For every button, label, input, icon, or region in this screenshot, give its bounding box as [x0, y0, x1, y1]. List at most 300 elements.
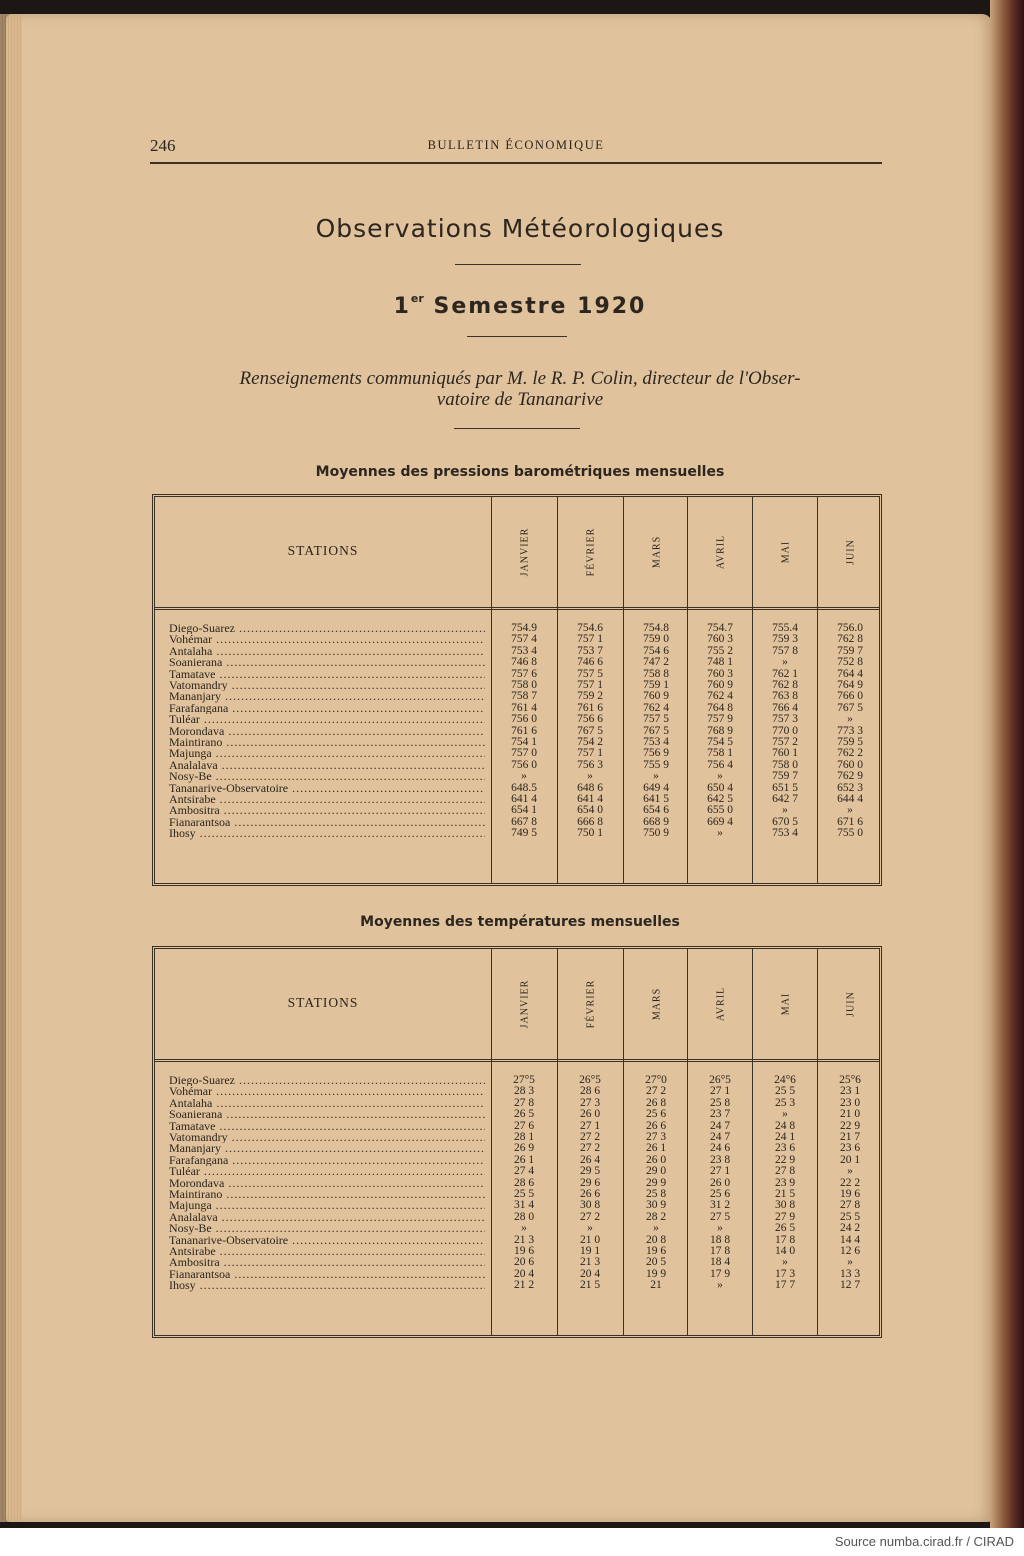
temperature-value-cell: 22 9	[774, 1153, 796, 1166]
pressure-value-cell: 762 4	[707, 690, 733, 703]
temperature-value-cell: 23 6	[774, 1142, 796, 1155]
pressure-value-cell: 754.6	[577, 622, 603, 634]
temperature-station-name: Fianarantsoa .....	[169, 1269, 485, 1280]
pressure-value-cell: 767 5	[837, 701, 863, 714]
pressure-value-cell: 759 7	[837, 644, 863, 657]
pressure-value-cell: 641 4	[577, 793, 603, 805]
pressure-value-cell: 757 5	[577, 667, 603, 680]
pressure-value-cell: 757 9	[707, 713, 733, 726]
pressure-value-cell: 762 9	[837, 770, 863, 783]
pressure-month-label: AVRIL	[715, 534, 727, 570]
pressure-value-cell: 755 0	[837, 827, 863, 840]
pressure-value-cell: 754 1	[511, 736, 537, 748]
temperature-value-cell: 18 8	[709, 1233, 731, 1246]
temperature-station-name: Tuléar .....	[169, 1166, 485, 1177]
table-row	[155, 760, 879, 771]
temperature-value-cell: 25 6	[645, 1108, 667, 1121]
temperature-value-cell: 23 6	[839, 1142, 861, 1155]
temperature-value-cell: 24 7	[709, 1119, 731, 1132]
temperature-value-cell: 25 5	[513, 1188, 535, 1200]
pressure-value-cell: 757 1	[577, 633, 603, 646]
pressure-value-cell: 762 8	[837, 633, 863, 646]
temperature-value-cell: 19 1	[579, 1245, 601, 1257]
temperature-month-label: JANVIER	[519, 979, 531, 1029]
pressure-value-cell: 764 4	[837, 667, 863, 680]
temperature-value-cell: 21 7	[839, 1131, 861, 1143]
pressure-value-cell: 758 0	[511, 679, 537, 691]
temperature-month-header	[752, 949, 819, 1059]
pressure-value-cell: 760 3	[707, 633, 733, 646]
temperature-value-cell: 27 3	[579, 1096, 601, 1109]
temperature-value-cell: 29 9	[645, 1176, 667, 1189]
intro-text	[150, 368, 890, 410]
temperature-value-cell: 21 5	[774, 1188, 796, 1200]
pressure-month-header	[817, 497, 884, 607]
pressure-table	[152, 494, 882, 886]
pressure-station-name: Tuléar .....	[169, 714, 485, 725]
temperature-value-cell: 20 8	[645, 1233, 667, 1246]
pressure-station-name: Nosy-Be .....	[169, 771, 485, 782]
pressure-station-name: Tamatave .....	[169, 669, 485, 680]
pressure-value-cell: 757 1	[577, 747, 603, 760]
pressure-value-cell: 757 6	[511, 667, 537, 680]
semester-rule	[467, 336, 567, 337]
pressure-value-cell: 759 7	[772, 770, 798, 783]
temperature-value-cell: 21 0	[839, 1108, 861, 1121]
pressure-value-cell: 758 1	[707, 747, 733, 760]
temperature-value-cell: 17 8	[774, 1233, 796, 1246]
temperature-value-cell: 25 5	[774, 1085, 796, 1098]
pressure-value-cell: 648.5	[511, 781, 537, 794]
temperature-value-cell: 23 1	[839, 1085, 861, 1098]
pressure-value-cell: 654 6	[643, 804, 669, 817]
pressure-value-cell: 761 4	[511, 701, 537, 714]
pressure-value-cell: 652 3	[837, 781, 863, 794]
pressure-value-cell: 756 3	[577, 758, 603, 771]
pressure-value-cell: 750 9	[643, 827, 669, 840]
temperature-value-cell: 21 3	[579, 1256, 601, 1269]
temperature-value-cell: 17 9	[709, 1267, 731, 1280]
pressure-value-cell: »	[587, 770, 593, 783]
temperature-value-cell: 26 9	[513, 1142, 535, 1155]
pressure-month-header	[491, 497, 558, 607]
pressure-value-cell: 767 5	[643, 724, 669, 737]
pressure-value-cell: 760 0	[837, 758, 863, 771]
temperature-station-name: Diego-Suarez .....	[169, 1075, 485, 1086]
temperature-month-header	[687, 949, 754, 1059]
temperature-value-cell: 23 0	[839, 1096, 861, 1109]
pressure-value-cell: 761 6	[577, 701, 603, 714]
pressure-month-label: FÉVRIER	[585, 527, 597, 577]
pressure-month-label: MAI	[780, 540, 792, 564]
temperature-value-cell: 27 2	[645, 1085, 667, 1098]
pressure-value-cell: »	[717, 770, 723, 783]
source-credit: Source numba.cirad.fr / CIRAD	[834, 1534, 1014, 1549]
pressure-value-cell: 648 6	[577, 781, 603, 794]
pressure-value-cell: 762 2	[837, 747, 863, 760]
pressure-value-cell: 757 4	[511, 633, 537, 646]
pressure-value-cell: 756.0	[837, 622, 863, 634]
temperature-table-title: Moyennes des températures mensuelles	[360, 914, 680, 930]
temperature-value-cell: 24 1	[774, 1131, 796, 1143]
temperature-station-name: Analalava .....	[169, 1212, 485, 1223]
pressure-value-cell: 753 4	[643, 736, 669, 748]
table-row	[155, 771, 879, 782]
temperature-value-cell: 27 8	[839, 1199, 861, 1212]
temperature-value-cell: 27 3	[645, 1131, 667, 1143]
pressure-month-header	[752, 497, 819, 607]
temperature-month-header	[817, 949, 884, 1059]
temperature-value-cell: 24°6	[774, 1074, 796, 1086]
intro-line-2: vatoire de Tananarive	[436, 389, 604, 410]
temperature-value-cell: 23 8	[709, 1153, 731, 1166]
pressure-value-cell: 757 8	[772, 644, 798, 657]
temperature-value-cell: 20 6	[513, 1256, 535, 1269]
pressure-value-cell: 762 1	[772, 667, 798, 680]
temperature-value-cell: 21 5	[579, 1279, 601, 1292]
pressure-station-name: Farafangana .....	[169, 703, 485, 714]
pressure-station-name: Majunga .....	[169, 748, 485, 759]
pressure-value-cell: 750 1	[577, 827, 603, 840]
running-head	[150, 134, 882, 164]
pressure-month-header	[557, 497, 624, 607]
temperature-value-cell: 26 8	[645, 1096, 667, 1109]
temperature-value-cell: 13 3	[839, 1267, 861, 1280]
pressure-value-cell: 757 3	[772, 713, 798, 726]
semester-heading	[150, 294, 890, 319]
pressure-value-cell: 749 5	[511, 827, 537, 840]
temperature-value-cell: 20 5	[645, 1256, 667, 1269]
pressure-value-cell: 754.7	[707, 622, 733, 634]
temperature-station-name: Farafangana .....	[169, 1155, 485, 1166]
temperature-value-cell: 17 3	[774, 1267, 796, 1280]
temperature-value-cell: 23 7	[709, 1108, 731, 1121]
table-row	[155, 828, 879, 839]
pressure-value-cell: 756 9	[643, 747, 669, 760]
table-row	[155, 714, 879, 725]
temperature-value-cell: 28 3	[513, 1085, 535, 1098]
temperature-value-cell: 29 0	[645, 1165, 667, 1178]
temperature-value-cell: 12 6	[839, 1245, 861, 1257]
temperature-value-cell: 26 6	[579, 1188, 601, 1200]
pressure-station-name: Mananjary .....	[169, 691, 485, 702]
pressure-table-title: Moyennes des pressions barométriques mensuelles	[315, 464, 725, 480]
temperature-month-label: MARS	[651, 987, 663, 1021]
pressure-station-name: Vohémar .....	[169, 634, 485, 645]
temperature-value-cell: 21 2	[513, 1279, 535, 1292]
pressure-value-cell: 762 8	[772, 679, 798, 691]
pressure-stations-header: STATIONS	[287, 543, 359, 558]
temperature-value-cell: 28 0	[513, 1210, 535, 1223]
temperature-station-name: Ambositra .....	[169, 1257, 485, 1268]
temperature-value-cell: »	[717, 1222, 723, 1235]
pressure-value-cell: 758 8	[643, 667, 669, 680]
pressure-value-cell: 760 3	[707, 667, 733, 680]
pressure-value-cell: 651 5	[772, 781, 798, 794]
temperature-month-label: AVRIL	[715, 986, 727, 1022]
pressure-value-cell: 641 5	[643, 793, 669, 805]
pressure-station-name: Analalava .....	[169, 760, 485, 771]
temperature-month-label: FÉVRIER	[585, 979, 597, 1029]
page-number: 246	[150, 136, 176, 155]
temperature-value-cell: 25°6	[839, 1074, 861, 1086]
temperature-value-cell: »	[521, 1222, 527, 1235]
pressure-value-cell: 655 0	[707, 804, 733, 817]
pressure-value-cell: »	[847, 804, 853, 817]
temperature-station-name: Mananjary .....	[169, 1143, 485, 1154]
pressure-value-cell: 757 2	[772, 736, 798, 748]
table-row	[155, 1280, 879, 1291]
temperature-value-cell: 27 4	[513, 1165, 535, 1178]
temperature-value-cell: 26 6	[645, 1119, 667, 1132]
pressure-value-cell: 755 9	[643, 758, 669, 771]
pressure-station-name: Morondava .....	[169, 726, 485, 737]
pressure-value-cell: 762 4	[643, 701, 669, 714]
temperature-value-cell: 19 6	[645, 1245, 667, 1257]
pressure-value-cell: 654 1	[511, 804, 537, 817]
pressure-value-cell: 668 9	[643, 815, 669, 828]
pressure-value-cell: 770 0	[772, 724, 798, 737]
temperature-value-cell: »	[587, 1222, 593, 1235]
pressure-value-cell: »	[782, 656, 788, 669]
pressure-station-name: Soanierana .....	[169, 657, 485, 668]
temperature-month-label: JUIN	[845, 991, 857, 1017]
pressure-value-cell: 754.9	[511, 622, 537, 634]
semester-label: Semestre 1920	[433, 294, 647, 319]
temperature-value-cell: 26 0	[579, 1108, 601, 1121]
temperature-station-name: Morondava .....	[169, 1178, 485, 1189]
pressure-station-name: Antsirabe .....	[169, 794, 485, 805]
pressure-station-name: Diego-Suarez .....	[169, 623, 485, 634]
pressure-value-cell: 753 4	[511, 644, 537, 657]
pressure-value-cell: 760 9	[643, 690, 669, 703]
temperature-value-cell: 26°5	[579, 1074, 601, 1086]
temperature-value-cell: 20 4	[579, 1267, 601, 1280]
pressure-value-cell: »	[782, 804, 788, 817]
pressure-value-cell: 759 2	[577, 690, 603, 703]
pressure-value-cell: 650 4	[707, 781, 733, 794]
running-title: BULLETIN ÉCONOMIQUE	[427, 138, 605, 152]
pressure-value-cell: 754 2	[577, 736, 603, 748]
intro-rule	[454, 428, 580, 429]
temperature-value-cell: 29 5	[579, 1165, 601, 1178]
pressure-value-cell: »	[847, 713, 853, 726]
pressure-value-cell: 757 0	[511, 747, 537, 760]
temperature-value-cell: 18 4	[709, 1256, 731, 1269]
pressure-value-cell: 753 7	[577, 644, 603, 657]
temperature-value-cell: 25 6	[709, 1188, 731, 1200]
book-spine	[990, 0, 1024, 1528]
temperature-value-cell: »	[717, 1279, 723, 1292]
temperature-value-cell: 19 9	[645, 1267, 667, 1280]
pressure-value-cell: 756 0	[511, 713, 537, 726]
temperature-value-cell: 26 5	[774, 1222, 796, 1235]
temperature-value-cell: 24 6	[709, 1142, 731, 1155]
table-row	[155, 1109, 879, 1120]
temperature-value-cell: 26 0	[709, 1176, 731, 1189]
temperature-value-cell: 14 0	[774, 1245, 796, 1257]
pressure-value-cell: 766 4	[772, 701, 798, 714]
intro-line-1: Renseignements communiqués par M. le R. P. Colin, directeur de l'Obser-	[239, 368, 801, 389]
temperature-value-cell: 19 6	[839, 1188, 861, 1200]
temperature-value-cell: 22 2	[839, 1176, 861, 1189]
temperature-value-cell: 27 9	[774, 1210, 796, 1223]
temperature-value-cell: 27 2	[579, 1131, 601, 1143]
pressure-value-cell: 756 4	[707, 758, 733, 771]
temperature-value-cell: 21	[650, 1279, 662, 1292]
temperature-value-cell: 28 2	[645, 1210, 667, 1223]
temperature-value-cell: 26°5	[709, 1074, 731, 1086]
temperature-value-cell: 31 2	[709, 1199, 731, 1212]
temperature-month-header	[491, 949, 558, 1059]
pressure-value-cell: 748 1	[707, 656, 733, 669]
temperature-value-cell: »	[847, 1256, 853, 1269]
temperature-value-cell: 20 4	[513, 1267, 535, 1280]
pressure-value-cell: 759 1	[643, 679, 669, 691]
temperature-value-cell: 28 6	[513, 1176, 535, 1189]
pressure-value-cell: 758 7	[511, 690, 537, 703]
pressure-value-cell: 644 4	[837, 793, 863, 805]
pressure-value-cell: 763 8	[772, 690, 798, 703]
temperature-value-cell: 26 0	[645, 1153, 667, 1166]
pressure-value-cell: 669 4	[707, 815, 733, 828]
pressure-station-name: Fianarantsoa .....	[169, 817, 485, 828]
temperature-month-label: MAI	[780, 992, 792, 1016]
semester-ordinal: 1	[393, 294, 411, 319]
pressure-value-cell: 760 9	[707, 679, 733, 691]
pressure-month-label: JANVIER	[519, 527, 531, 577]
pressure-value-cell: 670 5	[772, 815, 798, 828]
pressure-value-cell: 746 8	[511, 656, 537, 669]
pressure-value-cell: 764 9	[837, 679, 863, 691]
temperature-stations-header: STATIONS	[287, 995, 359, 1010]
temperature-value-cell: 29 6	[579, 1176, 601, 1189]
pressure-value-cell: 671 6	[837, 815, 863, 828]
pressure-value-cell: 649 4	[643, 781, 669, 794]
temperature-value-cell: 22 9	[839, 1119, 861, 1132]
temperature-station-name: Tamatave .....	[169, 1121, 485, 1132]
pressure-month-label: MARS	[651, 535, 663, 569]
temperature-value-cell: 24 8	[774, 1119, 796, 1132]
pressure-value-cell: 746 6	[577, 656, 603, 669]
pressure-value-cell: 773 3	[837, 724, 863, 737]
temperature-station-name: Soanierana .....	[169, 1109, 485, 1120]
title-rule	[455, 264, 581, 265]
temperature-value-cell: 20 1	[839, 1153, 861, 1166]
pressure-station-name: Antalaha .....	[169, 646, 485, 657]
pressure-value-cell: 755.4	[772, 622, 798, 634]
temperature-month-header	[557, 949, 624, 1059]
temperature-value-cell: 25 5	[839, 1210, 861, 1223]
temperature-value-cell: 27°0	[645, 1074, 667, 1086]
pressure-value-cell: 766 0	[837, 690, 863, 703]
temperature-station-name: Vatomandry .....	[169, 1132, 485, 1143]
temperature-value-cell: 26 1	[513, 1153, 535, 1166]
pressure-value-cell: 768 9	[707, 724, 733, 737]
pressure-station-name: Ihosy .....	[169, 828, 485, 839]
temperature-value-cell: 25 8	[645, 1188, 667, 1200]
temperature-station-name: Ihosy .....	[169, 1280, 485, 1291]
pressure-value-cell: 666 8	[577, 815, 603, 828]
pressure-value-cell: 754 5	[707, 736, 733, 748]
temperature-value-cell: 21 3	[513, 1233, 535, 1246]
table-row	[155, 1166, 879, 1177]
page-title: Observations Météorologiques	[315, 214, 725, 243]
pressure-value-cell: 747 2	[643, 656, 669, 669]
table-row	[155, 1212, 879, 1223]
page-edges	[0, 14, 22, 1522]
pressure-value-cell: 757 5	[643, 713, 669, 726]
pressure-value-cell: »	[717, 827, 723, 840]
temperature-value-cell: 12 7	[839, 1279, 861, 1292]
temperature-value-cell: 27 5	[709, 1210, 731, 1223]
pressure-value-cell: 760 1	[772, 747, 798, 760]
temperature-station-name: Antalaha .....	[169, 1098, 485, 1109]
pressure-value-cell: 755 2	[707, 644, 733, 657]
temperature-value-cell: 14 4	[839, 1233, 861, 1246]
temperature-value-cell: 26 1	[645, 1142, 667, 1155]
pressure-value-cell: 764 8	[707, 701, 733, 714]
pressure-station-name: Maintirano .....	[169, 737, 485, 748]
temperature-value-cell: 25 3	[774, 1096, 796, 1109]
table-row	[155, 1223, 879, 1234]
temperature-value-cell: 24 7	[709, 1131, 731, 1143]
temperature-month-header	[623, 949, 690, 1059]
temperature-value-cell: 24 2	[839, 1222, 861, 1235]
pressure-station-name: Tananarive-Observatoire .....	[169, 783, 485, 794]
pressure-value-cell: 759 3	[772, 633, 798, 646]
temperature-value-cell: 25 8	[709, 1096, 731, 1109]
temperature-value-cell: 28 1	[513, 1131, 535, 1143]
temperature-value-cell: 27 8	[513, 1096, 535, 1109]
temperature-value-cell: 27 1	[709, 1085, 731, 1098]
pressure-value-cell: 757 1	[577, 679, 603, 691]
temperature-value-cell: 27 2	[579, 1210, 601, 1223]
pressure-value-cell: 761 6	[511, 724, 537, 737]
pressure-value-cell: »	[653, 770, 659, 783]
pressure-value-cell: 759 0	[643, 633, 669, 646]
temperature-value-cell: 27 2	[579, 1142, 601, 1155]
pressure-month-header	[687, 497, 754, 607]
temperature-value-cell: 26 5	[513, 1108, 535, 1121]
pressure-value-cell: 754 6	[643, 644, 669, 657]
pressure-value-cell: 752 8	[837, 656, 863, 669]
pressure-value-cell: 753 4	[772, 827, 798, 840]
temperature-value-cell: »	[847, 1165, 853, 1178]
temperature-value-cell: 23 9	[774, 1176, 796, 1189]
pressure-value-cell: 767 5	[577, 724, 603, 737]
pressure-value-cell: 642 7	[772, 793, 798, 805]
temperature-value-cell: 27°5	[513, 1074, 535, 1086]
temperature-value-cell: 27 1	[709, 1165, 731, 1178]
pressure-value-cell: 667 8	[511, 815, 537, 828]
temperature-value-cell: 17 7	[774, 1279, 796, 1292]
pressure-station-name: Vatomandry .....	[169, 680, 485, 691]
temperature-value-cell: 30 8	[579, 1199, 601, 1212]
temperature-value-cell: 21 0	[579, 1233, 601, 1246]
temperature-station-name: Maintirano .....	[169, 1189, 485, 1200]
pressure-value-cell: 654 0	[577, 804, 603, 817]
temperature-station-name: Tananarive-Observatoire .....	[169, 1235, 485, 1246]
temperature-value-cell: 28 6	[579, 1085, 601, 1098]
temperature-value-cell: »	[782, 1108, 788, 1121]
pressure-value-cell: 759 5	[837, 736, 863, 748]
pressure-month-label: JUIN	[845, 539, 857, 565]
temperature-station-name: Majunga .....	[169, 1200, 485, 1211]
pressure-value-cell: »	[521, 770, 527, 783]
temperature-value-cell: 27 6	[513, 1119, 535, 1132]
temperature-value-cell: 17 8	[709, 1245, 731, 1257]
